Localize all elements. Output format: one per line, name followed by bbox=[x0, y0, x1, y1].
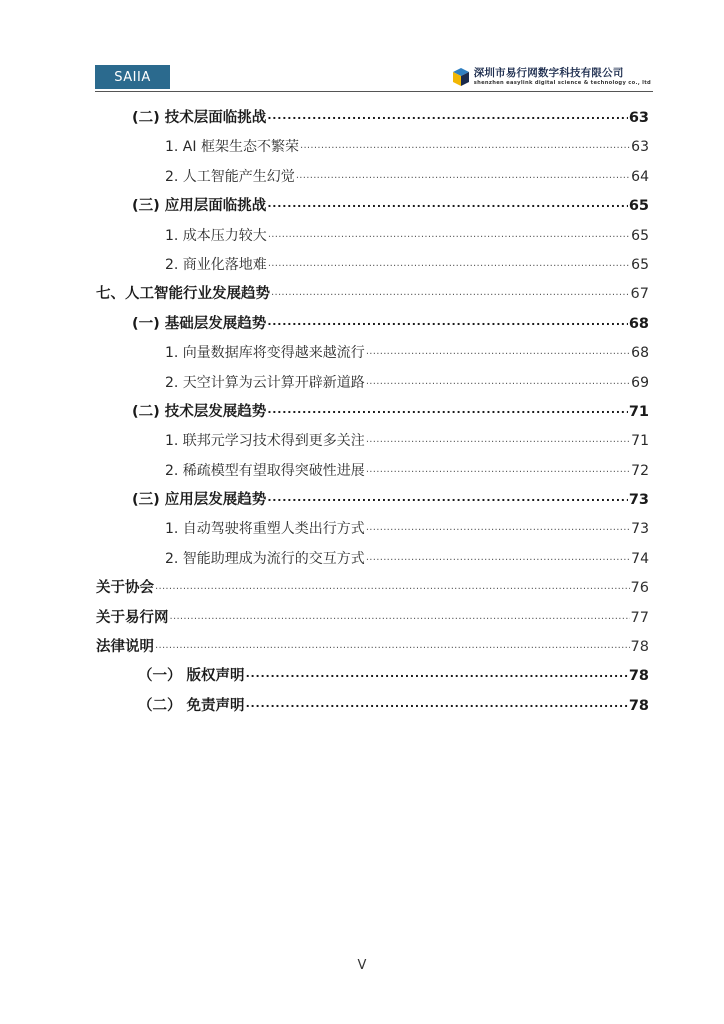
toc-entry-title: 法律说明 bbox=[96, 639, 154, 656]
toc-entry-page: 73 bbox=[628, 492, 649, 509]
toc-entry-page: 78 bbox=[630, 639, 649, 656]
toc-entry[interactable] bbox=[96, 662, 649, 691]
toc-entry-page: 65 bbox=[631, 227, 649, 244]
dot-leader bbox=[267, 307, 628, 336]
dot-leader bbox=[366, 513, 630, 542]
toc-entry-page: 67 bbox=[630, 286, 649, 303]
toc-entry-page: 65 bbox=[631, 256, 649, 273]
toc-entry-page: 77 bbox=[630, 609, 649, 626]
dot-leader bbox=[268, 249, 630, 278]
dot-leader bbox=[271, 278, 630, 307]
toc-entry-title: 1. 向量数据库将变得越来越流行 bbox=[165, 345, 365, 362]
toc-entry-title: 2. 商业化落地难 bbox=[165, 256, 267, 273]
toc-entry-page: 74 bbox=[631, 550, 649, 567]
toc-entry-title: (二) 技术层面临挑战 bbox=[132, 110, 267, 126]
toc-entry[interactable] bbox=[96, 222, 649, 251]
toc-entry-page: 71 bbox=[631, 433, 649, 450]
toc-entry-page: 78 bbox=[628, 697, 649, 714]
company-name-cn: 深圳市易行网数字科技有限公司 bbox=[473, 67, 624, 80]
dot-leader bbox=[267, 395, 628, 424]
toc-entry[interactable] bbox=[96, 369, 649, 398]
toc-entry-page: 78 bbox=[628, 668, 649, 685]
company-name-en: shenzhen easylink digital science & technology co., ltd bbox=[473, 79, 651, 86]
toc-entry[interactable] bbox=[96, 427, 649, 456]
toc-entry-page: 64 bbox=[631, 168, 649, 185]
dot-leader bbox=[366, 425, 630, 454]
toc-entry[interactable] bbox=[96, 692, 649, 721]
toc-entry-title: 2. 天空计算为云计算开辟新道路 bbox=[165, 374, 365, 391]
cube-logo-icon bbox=[451, 67, 471, 87]
toc-entry[interactable] bbox=[96, 545, 649, 574]
toc-entry-title: 2. 智能助理成为流行的交互方式 bbox=[165, 550, 365, 567]
toc-entry-title: 1. 成本压力较大 bbox=[165, 227, 267, 244]
toc-entry-title: (三) 应用层面临挑战 bbox=[132, 198, 267, 215]
toc-entry-page: 72 bbox=[631, 462, 649, 479]
toc-entry[interactable] bbox=[96, 251, 649, 280]
toc-entry-title: (一) 基础层发展趋势 bbox=[132, 315, 267, 332]
page-number: V bbox=[357, 958, 367, 973]
toc-entry-title: 七、人工智能行业发展趋势 bbox=[96, 286, 270, 303]
page-header bbox=[95, 63, 653, 92]
toc-entry[interactable] bbox=[96, 398, 649, 427]
company-logo bbox=[451, 65, 651, 89]
dot-leader bbox=[296, 161, 630, 190]
dot-leader bbox=[366, 337, 630, 366]
toc-entry[interactable] bbox=[96, 192, 649, 221]
dot-leader bbox=[267, 189, 628, 218]
table-of-contents bbox=[96, 104, 649, 721]
dot-leader bbox=[155, 572, 630, 601]
toc-entry[interactable] bbox=[96, 133, 649, 162]
toc-entry-title: 2. 稀疏模型有望取得突破性进展 bbox=[165, 462, 365, 479]
toc-entry[interactable] bbox=[96, 604, 649, 633]
toc-entry-title: (三) 应用层发展趋势 bbox=[132, 492, 267, 509]
toc-entry-page: 73 bbox=[631, 521, 649, 538]
toc-entry-title: （一） 版权声明 bbox=[138, 668, 245, 685]
toc-entry[interactable] bbox=[96, 104, 649, 133]
toc-entry-title: （二） 免责声明 bbox=[138, 697, 245, 714]
toc-entry-title: 1. 联邦元学习技术得到更多关注 bbox=[165, 433, 365, 450]
toc-entry-page: 65 bbox=[628, 198, 649, 215]
toc-entry-page: 63 bbox=[631, 139, 649, 156]
toc-entry-page: 69 bbox=[631, 374, 649, 391]
toc-entry-page: 68 bbox=[628, 315, 649, 332]
toc-entry-page: 71 bbox=[628, 403, 649, 420]
toc-entry[interactable] bbox=[96, 280, 649, 309]
toc-entry-title: (二) 技术层发展趋势 bbox=[132, 403, 267, 420]
toc-entry[interactable] bbox=[96, 457, 649, 486]
toc-entry[interactable] bbox=[96, 574, 649, 603]
saiia-badge: SAIIA bbox=[95, 65, 170, 89]
dot-leader bbox=[268, 220, 630, 249]
dot-leader bbox=[366, 367, 630, 396]
dot-leader bbox=[300, 131, 630, 160]
dot-leader bbox=[267, 101, 628, 130]
toc-entry[interactable] bbox=[96, 633, 649, 662]
dot-leader bbox=[366, 455, 630, 484]
dot-leader bbox=[366, 543, 630, 572]
toc-entry-title: 1. AI 框架生态不繁荣 bbox=[165, 139, 299, 156]
toc-entry-page: 68 bbox=[631, 345, 649, 362]
dot-leader bbox=[155, 631, 630, 660]
toc-entry-title: 关于易行网 bbox=[96, 609, 169, 626]
dot-leader bbox=[267, 483, 628, 512]
dot-leader bbox=[170, 602, 630, 631]
toc-entry[interactable] bbox=[96, 515, 649, 544]
dot-leader bbox=[246, 659, 628, 688]
toc-entry-title: 1. 自动驾驶将重塑人类出行方式 bbox=[165, 521, 365, 538]
toc-entry[interactable] bbox=[96, 486, 649, 515]
toc-entry[interactable] bbox=[96, 310, 649, 339]
toc-entry-page: 63 bbox=[628, 110, 649, 126]
toc-entry[interactable] bbox=[96, 163, 649, 192]
toc-entry-title: 2. 人工智能产生幻觉 bbox=[165, 168, 295, 185]
toc-entry-page: 76 bbox=[630, 580, 649, 597]
toc-entry[interactable] bbox=[96, 339, 649, 368]
dot-leader bbox=[246, 689, 628, 718]
toc-entry-title: 关于协会 bbox=[96, 580, 154, 597]
